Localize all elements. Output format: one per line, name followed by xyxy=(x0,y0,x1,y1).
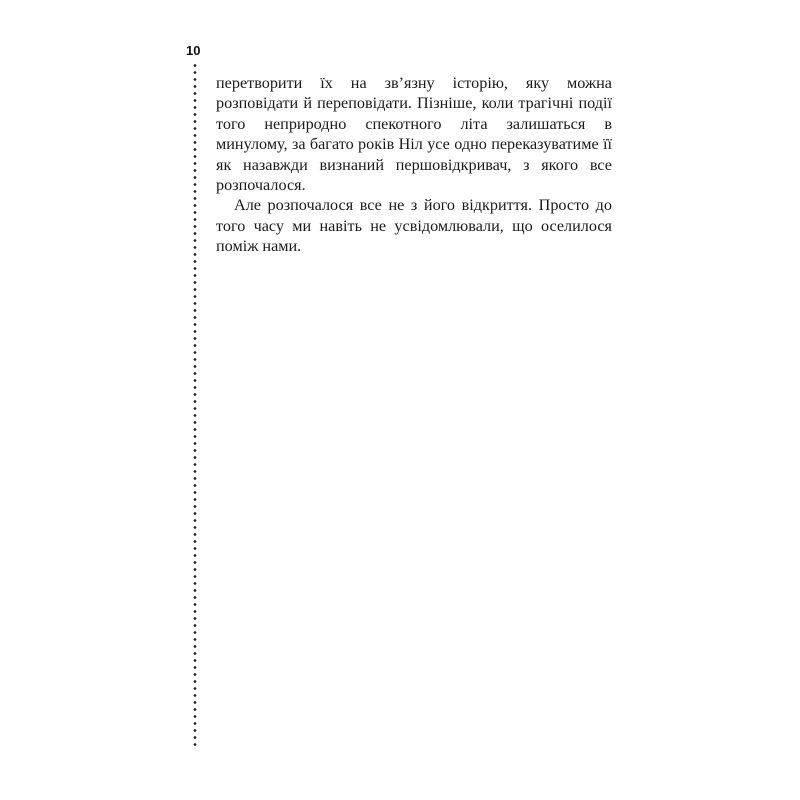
dotted-margin-rule xyxy=(193,62,197,746)
paragraph-2: Але розпочалося все не з його відкриття. Просто до того часу ми навіть не усвідомлювали, що оселилося поміж нами. xyxy=(216,196,612,256)
paragraph-1: перетворити їх на зв’язну історію, яку можна розповідати й переповідати. Пізніше, коли трагічні події того неприродно спекотного літа залишаться в минулому, за багато років Ніл усе одно переказуватиме її як назавжди визнаний першовідкривач, з якого все розпочалося. xyxy=(216,74,612,195)
body-text xyxy=(216,73,612,257)
page-number: 10 xyxy=(186,43,201,58)
